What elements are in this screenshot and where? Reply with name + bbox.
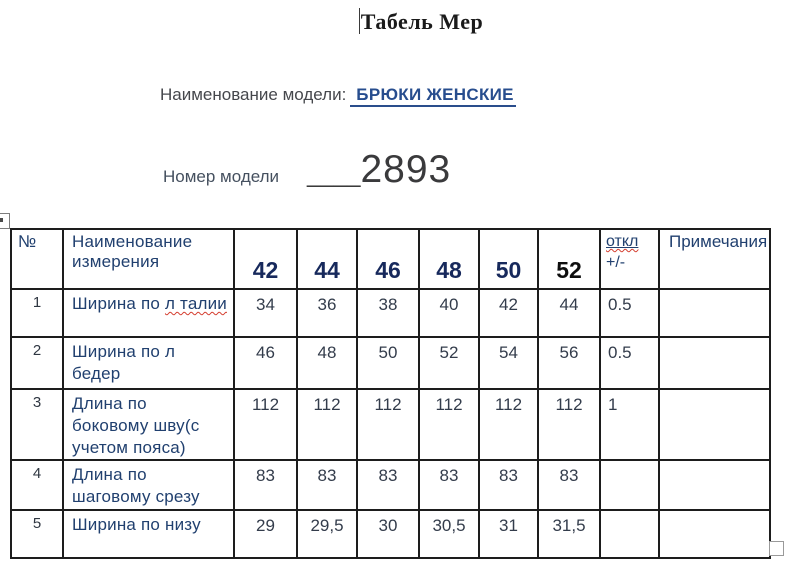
measurement-name: Ширина по [72,294,165,313]
measurement-table [10,228,771,559]
size-column-header[interactable]: 52 [538,229,600,289]
notes-cell[interactable] [659,460,770,510]
value-cell[interactable]: 52 [419,337,479,389]
table-resize-handle-icon[interactable] [769,541,784,556]
value-cell[interactable]: 83 [234,460,297,510]
size-column-header[interactable]: 44 [297,229,357,289]
model-number-line[interactable] [163,150,451,189]
table-move-handle-icon[interactable] [0,213,10,229]
notes-cell[interactable] [659,289,770,337]
table-row [11,337,770,389]
value-cell[interactable]: 29,5 [297,510,357,558]
row-number-cell[interactable]: 3 [11,389,63,460]
table-row [11,289,770,337]
model-name-line[interactable] [160,85,516,107]
value-cell[interactable]: 36 [297,289,357,337]
value-cell[interactable]: 112 [419,389,479,460]
model-name-label: Наименование модели: [160,85,347,104]
deviation-sign: +/- [606,253,626,271]
measurement-name-misspelled: л талии [164,294,227,313]
table-row [11,510,770,558]
deviation-word: откл [606,233,639,250]
measurement-name: Длина по боковому шву(с учетом пояса) [72,394,200,458]
value-cell[interactable]: 42 [479,289,538,337]
header-notes[interactable]: Примечания [659,229,770,289]
header-deviation[interactable] [600,229,659,289]
measurement-name-cell[interactable] [63,389,234,460]
measurement-name-cell[interactable] [63,337,234,389]
value-cell[interactable]: 46 [234,337,297,389]
model-number-label: Номер модели [163,167,280,186]
row-number-cell[interactable]: 5 [11,510,63,558]
page-title: Табель Мер [360,9,484,34]
model-number-value: 2893 [360,148,452,191]
model-name-underline [350,85,516,107]
table-row [11,389,770,460]
value-cell[interactable]: 29 [234,510,297,558]
measurement-name: Длина по шаговому срезу [72,465,200,507]
text-cursor [359,8,360,34]
model-name-value: БРЮКИ ЖЕНСКИЕ [356,85,514,104]
value-cell[interactable]: 83 [297,460,357,510]
deviation-cell[interactable]: 0.5 [600,289,659,337]
size-column-header[interactable]: 46 [357,229,419,289]
value-cell[interactable]: 34 [234,289,297,337]
value-cell[interactable]: 112 [297,389,357,460]
deviation-cell[interactable]: 1 [600,389,659,460]
measurement-name-cell[interactable] [63,289,234,337]
notes-cell[interactable] [659,337,770,389]
table-row [11,460,770,510]
measurement-name: Ширина по низу [72,515,201,535]
size-column-header[interactable]: 48 [419,229,479,289]
value-cell[interactable]: 83 [538,460,600,510]
value-cell[interactable]: 112 [538,389,600,460]
measurement-name-cell[interactable] [63,460,234,510]
value-cell[interactable]: 50 [357,337,419,389]
value-cell[interactable]: 83 [357,460,419,510]
value-cell[interactable]: 48 [297,337,357,389]
notes-cell[interactable] [659,389,770,460]
value-cell[interactable]: 54 [479,337,538,389]
value-cell[interactable]: 31 [479,510,538,558]
value-cell[interactable]: 112 [234,389,297,460]
header-number[interactable]: № [11,229,63,289]
value-cell[interactable]: 40 [419,289,479,337]
row-number-cell[interactable]: 4 [11,460,63,510]
value-cell[interactable]: 38 [357,289,419,337]
value-cell[interactable]: 30 [357,510,419,558]
value-cell[interactable]: 30,5 [419,510,479,558]
notes-cell[interactable] [659,510,770,558]
value-cell[interactable]: 44 [538,289,600,337]
deviation-cell[interactable] [600,510,659,558]
size-column-header[interactable]: 42 [234,229,297,289]
deviation-cell[interactable]: 0.5 [600,337,659,389]
size-column-header[interactable]: 50 [479,229,538,289]
value-cell[interactable]: 83 [479,460,538,510]
row-number-cell[interactable]: 2 [11,337,63,389]
row-number-cell[interactable]: 1 [11,289,63,337]
document-title-line[interactable] [42,8,800,35]
value-cell[interactable]: 56 [538,337,600,389]
value-cell[interactable]: 31,5 [538,510,600,558]
measurement-name-cell[interactable] [63,510,234,558]
value-cell[interactable]: 112 [479,389,538,460]
header-measurement-name[interactable]: Наименование измерения [63,229,234,289]
value-cell[interactable]: 112 [357,389,419,460]
measurement-name: Ширина по л бедер [72,342,176,384]
deviation-cell[interactable] [600,460,659,510]
value-cell[interactable]: 83 [419,460,479,510]
table-header-row [11,229,770,289]
fill-in-underscores: ____ [307,161,361,188]
